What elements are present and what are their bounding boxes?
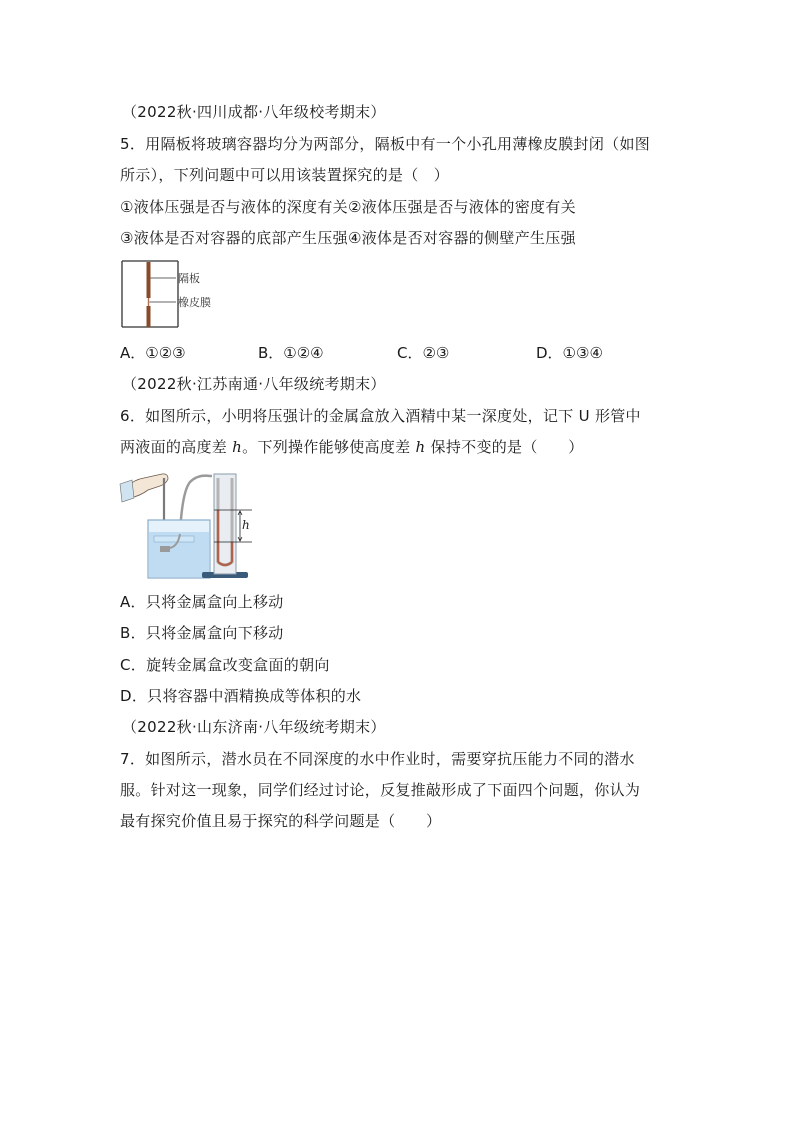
q5-option-d: D．①③④ (536, 344, 603, 362)
q6-label-h: h (242, 518, 250, 532)
q5-container-figure (118, 256, 228, 332)
q6-stem-text-b: 。下列操作能够使高度差 (242, 438, 416, 456)
q6-option-b: B．只将金属盒向下移动 (120, 624, 284, 642)
q5-label-membrane: 橡皮膜 (178, 296, 211, 309)
q6-option-c: C．旋转金属盒改变盒面的朝向 (120, 656, 330, 674)
q5-statement-line1: ①液体压强是否与液体的深度有关②液体压强是否与液体的密度有关 (120, 198, 576, 216)
q7-stem-line1: 7．如图所示，潜水员在不同深度的水中作业时，需要穿抗压能力不同的潜水 (120, 750, 635, 768)
q6-stem-text-a: 两液面的高度差 (120, 438, 233, 456)
q6-source: （2022秋·江苏南通·八年级统考期末） (122, 375, 386, 393)
q5-statement-line2: ③液体是否对容器的底部产生压强④液体是否对容器的侧壁产生压强 (120, 229, 576, 247)
q7-stem-line3: 最有探究价值且易于探究的科学问题是（ ） (120, 812, 442, 830)
q5-option-c: C．②③ (397, 344, 450, 362)
q6-stem-line1: 6．如图所示，小明将压强计的金属盒放入酒精中某一深度处，记下 U 形管中 (120, 407, 641, 425)
q5-option-a: A．①②③ (120, 344, 186, 362)
q5-label-partition: 隔板 (178, 272, 200, 285)
q6-variable-h: h (232, 438, 243, 456)
q5-option-b: B．①②④ (258, 344, 324, 362)
q5-stem-line2: 所示），下列问题中可以用该装置探究的是（ ） (120, 166, 450, 184)
q6-option-d: D．只将容器中酒精换成等体积的水 (120, 687, 362, 705)
q6-variable-h-2: h (415, 438, 426, 456)
q7-stem-line2: 服。针对这一现象，同学们经过讨论，反复推敲形成了下面四个问题，你认为 (120, 781, 641, 799)
q6-option-a: A．只将金属盒向上移动 (120, 593, 284, 611)
q6-pressure-gauge-figure (118, 462, 278, 584)
q6-stem-line2 (120, 436, 584, 457)
q7-source: （2022秋·山东济南·八年级统考期末） (122, 718, 386, 736)
q6-stem-text-c: 保持不变的是（ ） (425, 438, 584, 456)
q5-source: （2022秋·四川成都·八年级校考期末） (122, 103, 386, 121)
q5-stem-line1: 5．用隔板将玻璃容器均分为两部分，隔板中有一个小孔用薄橡皮膜封闭（如图 (120, 135, 651, 153)
